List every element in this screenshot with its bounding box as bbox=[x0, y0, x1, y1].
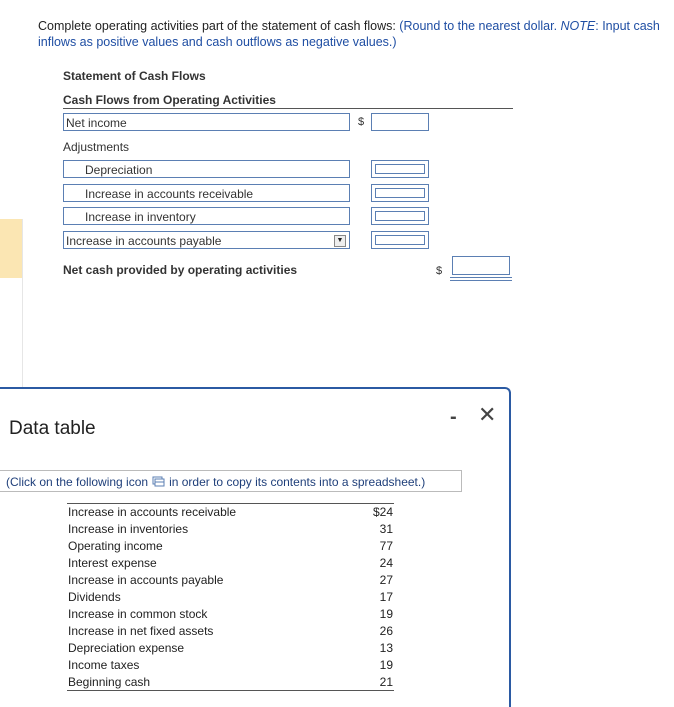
depreciation-amount-input[interactable] bbox=[371, 160, 429, 178]
instruction-text bbox=[38, 18, 663, 50]
data-table-title: Data table bbox=[9, 418, 96, 439]
net-cash-label: Net cash provided by operating activities bbox=[63, 263, 298, 277]
data-row-label: Depreciation expense bbox=[68, 641, 185, 655]
data-row-value: 26 bbox=[379, 624, 393, 638]
data-row-label: Dividends bbox=[68, 590, 121, 604]
adjustment-payable-select[interactable] bbox=[63, 231, 350, 249]
data-row-value: 27 bbox=[379, 573, 393, 587]
instruction-lead: Complete operating activities part of the statement of cash flows: bbox=[38, 19, 400, 33]
receivable-amount-input[interactable] bbox=[371, 184, 429, 202]
adjustment-inventory-field[interactable]: Increase in inventory bbox=[63, 207, 350, 225]
data-row-value: 24 bbox=[379, 556, 393, 570]
adjustment-payable-label: Increase in accounts payable bbox=[66, 234, 222, 248]
close-icon[interactable]: ✕ bbox=[478, 402, 497, 427]
data-row-label: Operating income bbox=[68, 539, 163, 553]
net-income-amount-input[interactable] bbox=[371, 113, 429, 131]
net-cash-amount-input[interactable] bbox=[452, 256, 510, 275]
data-row-label: Beginning cash bbox=[68, 675, 151, 689]
inventory-amount-input[interactable] bbox=[371, 207, 429, 225]
data-row-value: 19 bbox=[379, 658, 393, 672]
copy-note-before: (Click on the following icon bbox=[6, 475, 149, 489]
instruction-note-text: : Input cash inflows as positive values and cash outflows as negative values.) bbox=[38, 19, 660, 49]
data-row-value: 77 bbox=[379, 539, 393, 553]
net-cash-currency: $ bbox=[436, 265, 443, 277]
data-row-value: 17 bbox=[379, 590, 393, 604]
data-row-value: 19 bbox=[379, 607, 393, 621]
copy-note-after: in order to copy its contents into a spreadsheet.) bbox=[169, 475, 426, 489]
data-row-label: Interest expense bbox=[68, 556, 157, 570]
double-underline-bottom bbox=[450, 280, 512, 281]
data-row-label: Increase in common stock bbox=[68, 607, 208, 621]
instruction-paren: (Round to the nearest dollar. bbox=[399, 19, 561, 33]
left-highlight-strip bbox=[0, 219, 22, 278]
data-row-value: 21 bbox=[379, 675, 393, 689]
copy-instructions bbox=[6, 475, 425, 490]
data-table-top-rule bbox=[67, 503, 394, 504]
data-row-value: 31 bbox=[379, 522, 393, 536]
data-row-label: Increase in accounts receivable bbox=[68, 505, 237, 519]
net-income-currency: $ bbox=[358, 116, 365, 128]
section-heading: Cash Flows from Operating Activities bbox=[63, 93, 276, 107]
dropdown-arrow-icon[interactable]: ▼ bbox=[334, 235, 346, 247]
data-row-label: Increase in inventories bbox=[68, 522, 189, 536]
section-rule bbox=[63, 108, 513, 109]
spreadsheet-copy-icon[interactable] bbox=[152, 476, 165, 490]
adjustment-receivable-field[interactable]: Increase in accounts receivable bbox=[63, 184, 350, 202]
data-row-value: 13 bbox=[379, 641, 393, 655]
left-divider bbox=[22, 219, 23, 391]
adjustment-depreciation-field[interactable]: Depreciation bbox=[63, 160, 350, 178]
data-row-label: Income taxes bbox=[68, 658, 140, 672]
net-income-label-field[interactable]: Net income bbox=[63, 113, 350, 131]
minimize-icon[interactable]: - bbox=[450, 406, 457, 428]
instruction-note-label: NOTE bbox=[560, 19, 596, 33]
statement-title: Statement of Cash Flows bbox=[63, 69, 206, 83]
data-row-label: Increase in net fixed assets bbox=[68, 624, 214, 638]
adjustments-label: Adjustments bbox=[63, 140, 130, 154]
double-underline-top bbox=[450, 277, 512, 278]
data-row-label: Increase in accounts payable bbox=[68, 573, 224, 587]
payable-amount-input[interactable] bbox=[371, 231, 429, 249]
data-row-value: $24 bbox=[372, 505, 393, 519]
data-table-bottom-rule bbox=[67, 690, 394, 691]
